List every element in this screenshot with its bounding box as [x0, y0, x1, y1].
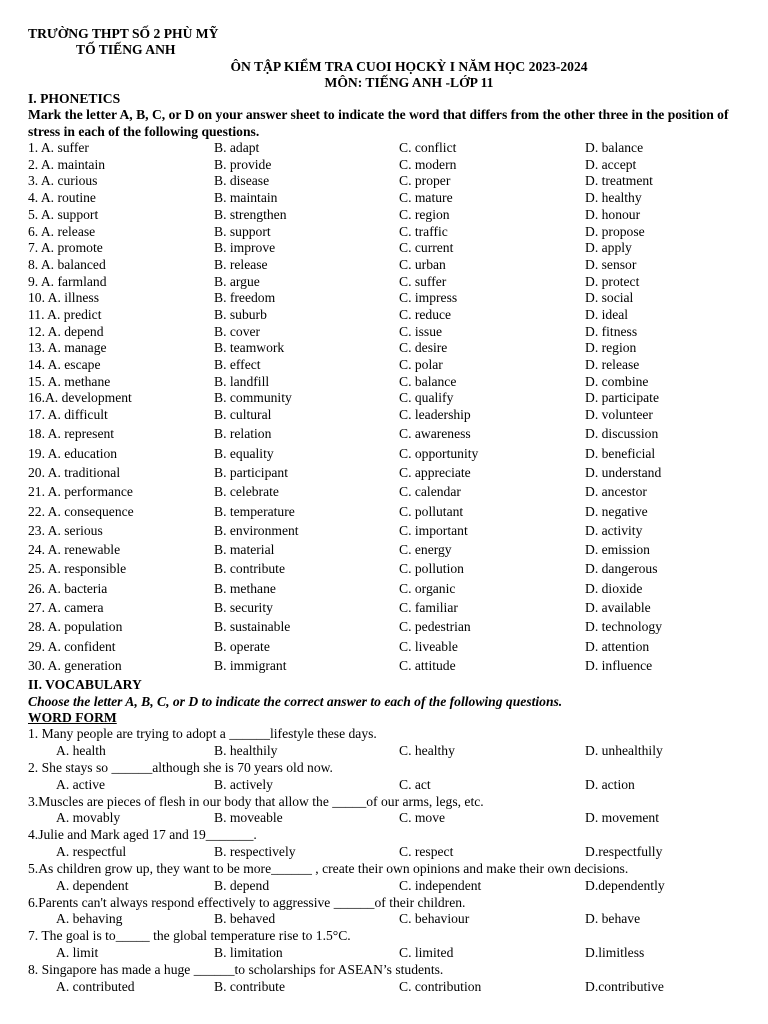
phonetics-option-a: 24. A. renewable: [28, 542, 121, 558]
vocabulary-options-row: [28, 844, 740, 861]
vocabulary-question-stem: 6.Parents can't always respond effectively to aggressive ______of their children.: [28, 894, 466, 910]
phonetics-option-a: 18. A. represent: [28, 426, 115, 442]
phonetics-option-d: D. apply: [585, 240, 632, 256]
phonetics-option-c: C. balance: [399, 373, 457, 389]
word-form-heading: WORD FORM: [28, 709, 117, 725]
phonetics-option-b: B. teamwork: [214, 340, 285, 356]
phonetics-option-c: C. pedestrian: [399, 619, 471, 635]
phonetics-option-a: 9. A. farmland: [28, 273, 107, 289]
document-subject: MÔN: TIẾNG ANH -LỚP 11: [324, 74, 494, 90]
vocabulary-option-d: D.limitless: [585, 944, 645, 960]
vocabulary-option-a: A. respectful: [56, 843, 127, 859]
vocabulary-option-b: B. limitation: [214, 944, 283, 960]
phonetics-option-b: B. cultural: [214, 407, 272, 423]
vocabulary-question-stem: 4.Julie and Mark aged 17 and 19_______.: [28, 827, 257, 843]
phonetics-option-a: 16.A. development: [28, 390, 132, 406]
phonetics-question-row: [28, 504, 740, 523]
phonetics-option-c: C. issue: [399, 323, 443, 339]
phonetics-option-b: B. celebrate: [214, 484, 279, 500]
vocabulary-option-c: C. independent: [399, 877, 482, 893]
phonetics-option-b: B. temperature: [214, 503, 295, 519]
phonetics-option-a: 1. A. suffer: [28, 140, 89, 156]
phonetics-option-d: D. dangerous: [585, 561, 658, 577]
phonetics-question-row: [28, 523, 740, 542]
vocabulary-options-row: [28, 878, 740, 895]
phonetics-option-a: 23. A. serious: [28, 522, 103, 538]
phonetics-option-a: 25. A. responsible: [28, 561, 127, 577]
phonetics-question-row: [28, 600, 740, 619]
vocabulary-option-a: A. behaving: [56, 911, 123, 927]
phonetics-question-row: [28, 561, 740, 580]
phonetics-option-d: D. ideal: [585, 306, 629, 322]
phonetics-option-d: D. healthy: [585, 190, 642, 206]
phonetics-option-a: 11. A. predict: [28, 306, 102, 322]
vocabulary-option-c: C. act: [399, 776, 431, 792]
phonetics-option-b: B. relation: [214, 426, 272, 442]
phonetics-option-d: D. social: [585, 290, 634, 306]
phonetics-option-d: D. treatment: [585, 173, 653, 189]
phonetics-option-d: D. influence: [585, 657, 653, 673]
phonetics-option-a: 21. A. performance: [28, 484, 133, 500]
phonetics-question-row: [28, 190, 740, 207]
vocabulary-instruction: Choose the letter A, B, C, or D to indicate the correct answer to each of the following questions.: [28, 693, 563, 709]
phonetics-question-row: [28, 157, 740, 174]
phonetics-option-b: B. participant: [214, 464, 288, 480]
vocabulary-options-row: [28, 777, 740, 794]
phonetics-option-b: B. equality: [214, 445, 274, 461]
phonetics-option-c: C. qualify: [399, 390, 454, 406]
phonetics-option-c: C. calendar: [399, 484, 461, 500]
phonetics-question-row: [28, 407, 740, 426]
phonetics-option-a: 14. A. escape: [28, 357, 101, 373]
phonetics-question-row: [28, 290, 740, 307]
vocabulary-option-b: B. moveable: [214, 810, 283, 826]
phonetics-option-c: C. conflict: [399, 140, 457, 156]
phonetics-option-c: C. appreciate: [399, 464, 471, 480]
phonetics-question-row: [28, 340, 740, 357]
phonetics-question-row: [28, 257, 740, 274]
vocabulary-option-c: C. limited: [399, 944, 454, 960]
phonetics-question-row: [28, 374, 740, 391]
phonetics-option-a: 5. A. support: [28, 206, 99, 222]
phonetics-option-b: B. strengthen: [214, 206, 287, 222]
phonetics-option-c: C. impress: [399, 290, 458, 306]
phonetics-option-d: D. negative: [585, 503, 648, 519]
phonetics-question-row: [28, 390, 740, 407]
phonetics-option-b: B. environment: [214, 522, 299, 538]
vocabulary-options-row: [28, 743, 740, 760]
phonetics-option-c: C. energy: [399, 542, 452, 558]
phonetics-option-c: C. proper: [399, 173, 451, 189]
phonetics-option-b: B. methane: [214, 580, 276, 596]
phonetics-option-b: B. provide: [214, 156, 272, 172]
phonetics-option-c: C. familiar: [399, 600, 458, 616]
phonetics-option-b: B. immigrant: [214, 657, 287, 673]
vocabulary-option-b: B. healthily: [214, 742, 278, 758]
phonetics-question-row: [28, 173, 740, 190]
phonetics-option-b: B. disease: [214, 173, 270, 189]
vocabulary-option-d: D.contributive: [585, 978, 664, 994]
vocabulary-option-d: D.respectfully: [585, 843, 663, 859]
vocabulary-options-row: [28, 979, 740, 996]
phonetics-option-a: 28. A. population: [28, 619, 123, 635]
vocabulary-question-list: [28, 726, 740, 996]
phonetics-option-c: C. mature: [399, 190, 453, 206]
document-header: [28, 26, 740, 59]
phonetics-option-c: C. polar: [399, 357, 443, 373]
vocabulary-option-b: B. behaved: [214, 911, 276, 927]
vocabulary-option-a: A. limit: [56, 944, 99, 960]
phonetics-option-d: D. discussion: [585, 426, 659, 442]
vocabulary-heading: II. VOCABULARY: [28, 677, 142, 693]
phonetics-option-a: 29. A. confident: [28, 638, 116, 654]
phonetics-option-d: D. activity: [585, 522, 643, 538]
phonetics-option-d: D. available: [585, 600, 651, 616]
phonetics-option-c: C. important: [399, 522, 468, 538]
phonetics-option-b: B. maintain: [214, 190, 278, 206]
vocabulary-option-c: C. move: [399, 810, 446, 826]
phonetics-option-d: D. dioxide: [585, 580, 643, 596]
phonetics-option-b: B. landfill: [214, 373, 270, 389]
vocabulary-question-stem: 3.Muscles are pieces of flesh in our body that allow the _____of our arms, legs, etc.: [28, 793, 484, 809]
phonetics-option-d: D. participate: [585, 390, 659, 406]
vocabulary-option-a: A. movably: [56, 810, 121, 826]
phonetics-question-row: [28, 658, 740, 677]
phonetics-option-b: B. adapt: [214, 140, 260, 156]
vocabulary-options-row: [28, 810, 740, 827]
phonetics-option-b: B. material: [214, 542, 275, 558]
phonetics-option-a: 22. A. consequence: [28, 503, 134, 519]
phonetics-option-c: C. leadership: [399, 407, 471, 423]
phonetics-option-d: D. release: [585, 357, 640, 373]
phonetics-question-list: [28, 140, 740, 677]
phonetics-option-b: B. argue: [214, 273, 260, 289]
phonetics-option-c: C. attitude: [399, 657, 456, 673]
phonetics-option-a: 19. A. education: [28, 445, 118, 461]
phonetics-option-d: D. propose: [585, 223, 645, 239]
vocabulary-option-a: A. contributed: [56, 978, 135, 994]
phonetics-option-c: C. opportunity: [399, 445, 479, 461]
vocabulary-question-stem: 7. The goal is to_____ the global temperature rise to 1.5°C.: [28, 928, 351, 944]
vocabulary-question-stem: 8. Singapore has made a huge ______to scholarships for ASEAN’s students.: [28, 961, 444, 977]
phonetics-option-c: C. reduce: [399, 306, 452, 322]
phonetics-option-c: C. awareness: [399, 426, 471, 442]
phonetics-question-row: [28, 465, 740, 484]
phonetics-option-a: 15. A. methane: [28, 373, 111, 389]
phonetics-option-d: D. technology: [585, 619, 663, 635]
phonetics-option-b: B. cover: [214, 323, 261, 339]
phonetics-option-c: C. desire: [399, 340, 448, 356]
vocabulary-option-c: C. healthy: [399, 742, 455, 758]
phonetics-option-a: 8. A. balanced: [28, 256, 106, 272]
phonetics-option-d: D. region: [585, 340, 637, 356]
vocabulary-option-a: A. health: [56, 742, 106, 758]
phonetics-option-d: D. ancestor: [585, 484, 647, 500]
phonetics-option-b: B. operate: [214, 638, 270, 654]
vocabulary-options-row: [28, 945, 740, 962]
vocabulary-option-b: B. depend: [214, 877, 270, 893]
phonetics-option-d: D. accept: [585, 156, 637, 172]
phonetics-option-b: B. improve: [214, 240, 276, 256]
phonetics-option-b: B. contribute: [214, 561, 285, 577]
phonetics-option-b: B. security: [214, 600, 273, 616]
phonetics-option-c: C. suffer: [399, 273, 447, 289]
phonetics-option-b: B. support: [214, 223, 271, 239]
phonetics-option-a: 30. A. generation: [28, 657, 122, 673]
vocabulary-options-row: [28, 911, 740, 928]
phonetics-question-row: [28, 140, 740, 157]
phonetics-option-d: D. sensor: [585, 256, 637, 272]
phonetics-option-a: 12. A. depend: [28, 323, 104, 339]
phonetics-question-row: [28, 274, 740, 291]
phonetics-option-d: D. understand: [585, 464, 662, 480]
phonetics-heading: I. PHONETICS: [28, 91, 121, 107]
phonetics-question-row: [28, 324, 740, 341]
phonetics-option-d: D. protect: [585, 273, 640, 289]
phonetics-option-c: C. liveable: [399, 638, 458, 654]
phonetics-instruction: Mark the letter A, B, C, or D on your answer sheet to indicate the word that differs from the other three in the position of stress in each of the following questions.: [28, 107, 729, 139]
phonetics-question-row: [28, 426, 740, 445]
phonetics-option-a: 4. A. routine: [28, 190, 96, 206]
vocabulary-option-c: C. behaviour: [399, 911, 470, 927]
phonetics-question-row: [28, 307, 740, 324]
phonetics-option-a: 6. A. release: [28, 223, 96, 239]
vocabulary-option-a: A. dependent: [56, 877, 129, 893]
phonetics-option-d: D. combine: [585, 373, 649, 389]
vocabulary-option-d: D. movement: [585, 810, 659, 826]
department-name: TỐ TIẾNG ANH: [76, 42, 176, 58]
vocabulary-question-stem: 1. Many people are trying to adopt a ______lifestyle these days.: [28, 726, 377, 742]
phonetics-option-a: 17. A. difficult: [28, 407, 108, 423]
phonetics-question-row: [28, 542, 740, 561]
phonetics-question-row: [28, 484, 740, 503]
phonetics-option-c: C. traffic: [399, 223, 448, 239]
phonetics-question-row: [28, 639, 740, 658]
phonetics-option-c: C. modern: [399, 156, 457, 172]
phonetics-option-c: C. organic: [399, 580, 456, 596]
phonetics-option-a: 7. A. promote: [28, 240, 103, 256]
phonetics-option-d: D. emission: [585, 542, 650, 558]
phonetics-question-row: [28, 240, 740, 257]
phonetics-option-a: 2. A. maintain: [28, 156, 106, 172]
phonetics-option-d: D. beneficial: [585, 445, 656, 461]
phonetics-option-b: B. community: [214, 390, 292, 406]
phonetics-option-a: 13. A. manage: [28, 340, 107, 356]
vocabulary-option-c: C. respect: [399, 843, 454, 859]
phonetics-option-b: B. release: [214, 256, 268, 272]
phonetics-option-b: B. freedom: [214, 290, 276, 306]
phonetics-option-c: C. current: [399, 240, 454, 256]
vocabulary-option-d: D. unhealthily: [585, 742, 663, 758]
vocabulary-option-d: D. behave: [585, 911, 641, 927]
phonetics-question-row: [28, 207, 740, 224]
phonetics-question-row: [28, 224, 740, 241]
phonetics-option-d: D. attention: [585, 638, 650, 654]
phonetics-option-d: D. honour: [585, 206, 641, 222]
phonetics-option-b: B. sustainable: [214, 619, 291, 635]
phonetics-option-d: D. balance: [585, 140, 644, 156]
vocabulary-option-d: D. action: [585, 776, 635, 792]
vocabulary-option-b: B. contribute: [214, 978, 285, 994]
phonetics-option-b: B. suburb: [214, 306, 267, 322]
phonetics-question-row: [28, 619, 740, 638]
phonetics-option-c: C. pollutant: [399, 503, 464, 519]
vocabulary-option-b: B. respectively: [214, 843, 296, 859]
phonetics-option-c: C. pollution: [399, 561, 464, 577]
phonetics-option-c: C. urban: [399, 256, 446, 272]
phonetics-option-a: 10. A. illness: [28, 290, 99, 306]
phonetics-option-b: B. effect: [214, 357, 261, 373]
phonetics-question-row: [28, 581, 740, 600]
document-title: ÔN TẬP KIỂM TRA CUOI HỌCKỲ I NĂM HỌC 2023-2024: [230, 58, 588, 74]
vocabulary-question-stem: 2. She stays so ______although she is 70 years old now.: [28, 759, 333, 775]
phonetics-option-c: C. region: [399, 206, 450, 222]
vocabulary-option-d: D.dependently: [585, 877, 665, 893]
phonetics-option-d: D. volunteer: [585, 407, 653, 423]
phonetics-option-d: D. fitness: [585, 323, 638, 339]
vocabulary-question-stem: 5.As children grow up, they want to be more______ , create their own opinions and make their own decisions.: [28, 860, 629, 876]
vocabulary-option-c: C. contribution: [399, 978, 482, 994]
vocabulary-option-b: B. actively: [214, 776, 273, 792]
phonetics-option-a: 27. A. camera: [28, 600, 104, 616]
phonetics-option-a: 3. A. curious: [28, 173, 98, 189]
phonetics-question-row: [28, 357, 740, 374]
vocabulary-option-a: A. active: [56, 776, 106, 792]
phonetics-question-row: [28, 446, 740, 465]
phonetics-option-a: 26. A. bacteria: [28, 580, 108, 596]
phonetics-option-a: 20. A. traditional: [28, 464, 121, 480]
school-name: TRƯỜNG THPT SỐ 2 PHÙ MỸ: [28, 26, 219, 41]
